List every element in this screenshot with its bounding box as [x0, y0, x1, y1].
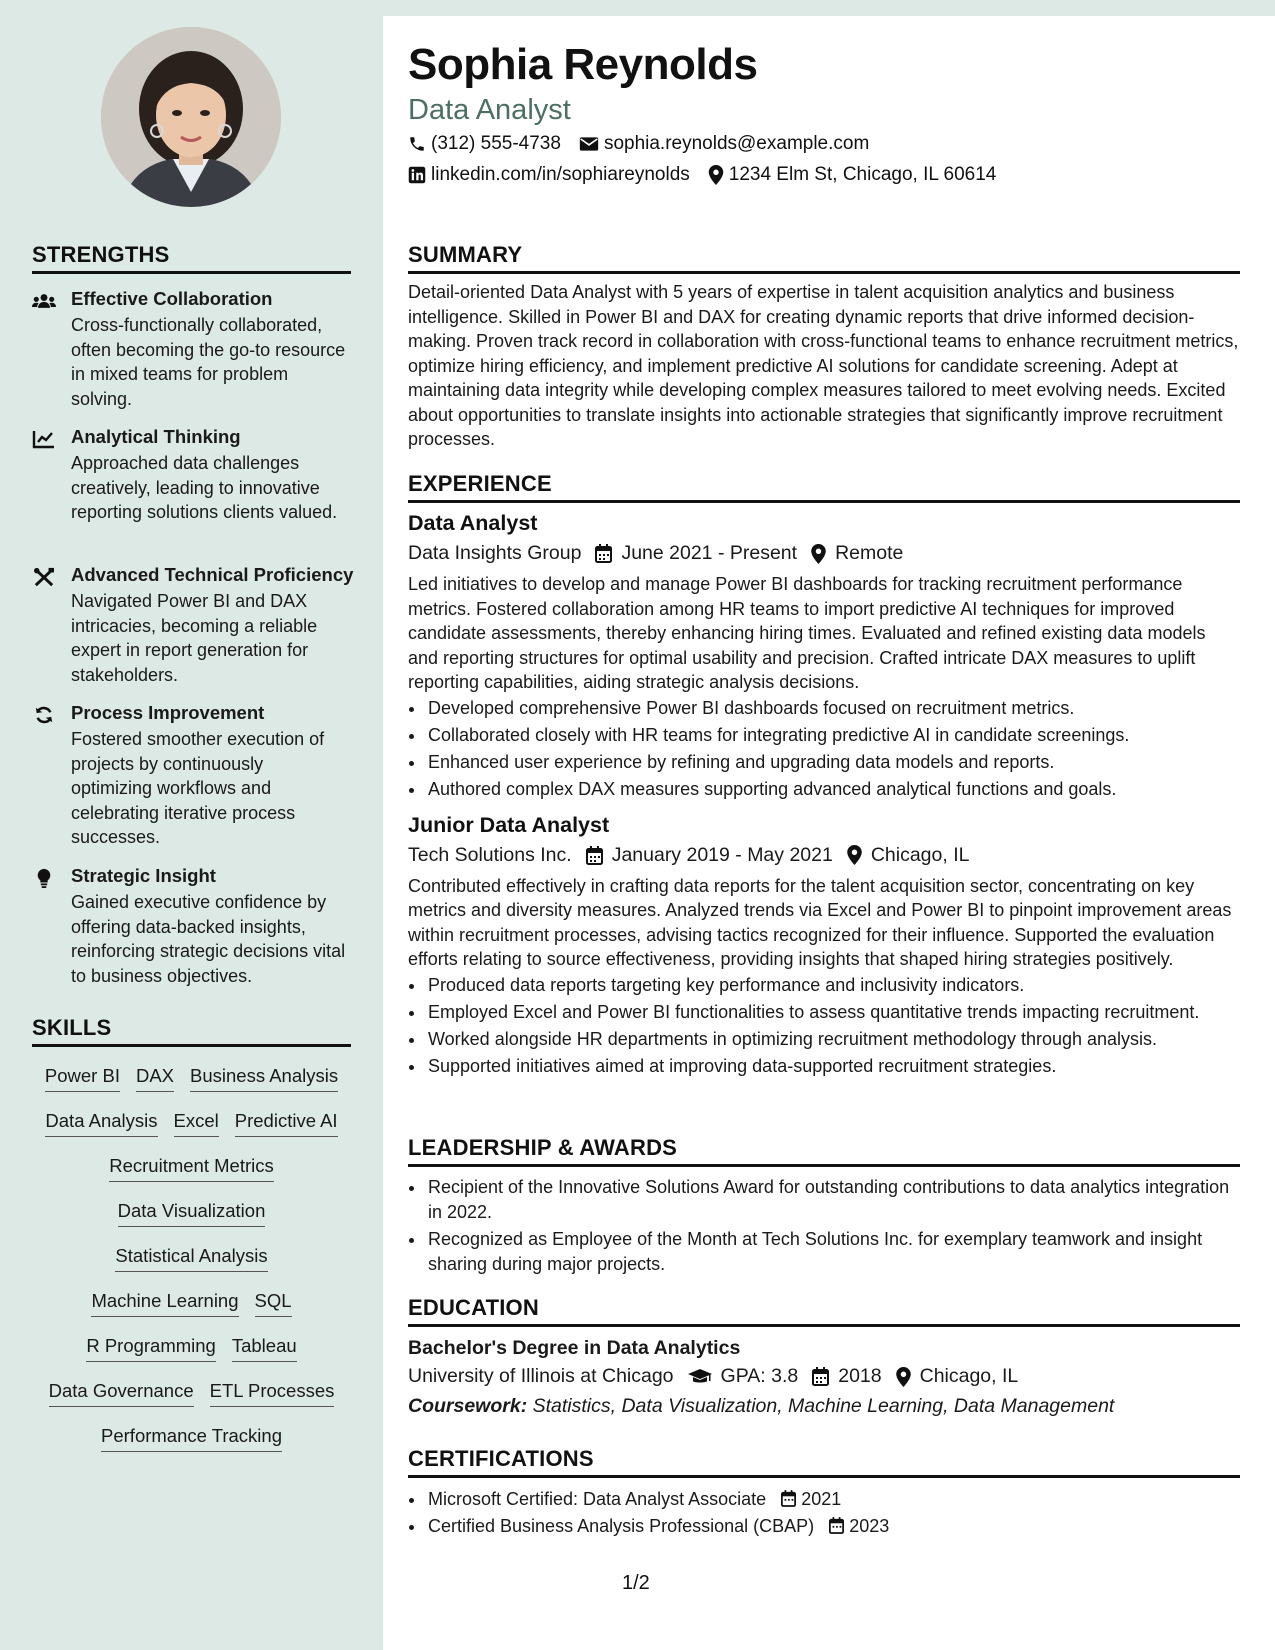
map-marker-icon [708, 165, 724, 185]
tools-icon [32, 567, 56, 587]
skill-tag: Tableau [232, 1335, 297, 1362]
school-location: Chicago, IL [919, 1365, 1019, 1387]
gpa-text: GPA: 3.8 [720, 1365, 799, 1387]
job-meta [408, 844, 1240, 867]
summary-heading: SUMMARY [408, 242, 1240, 274]
skill-row [32, 1110, 351, 1155]
skill-tag: SQL [255, 1290, 292, 1317]
job-dates-item [586, 844, 833, 867]
skill-tag: R Programming [86, 1335, 216, 1362]
summary-section [408, 242, 1240, 452]
address-item [708, 164, 997, 186]
job-bullet: • Enhanced user experience by refining and upgrading data models and reports. [426, 749, 1240, 776]
job-meta [408, 542, 1240, 565]
strength-desc: Fostered smoother execution of projects by continuously optimizing workflows and celebrating iterative process successes. [71, 729, 325, 847]
job-bullet: • Supported initiatives aimed at improving data-supported recruitment strategies. [426, 1053, 1240, 1080]
calendar-icon [829, 1517, 844, 1534]
top-band [0, 0, 1275, 16]
skill-tag: Predictive AI [235, 1110, 338, 1137]
address-text: 1234 Elm St, Chicago, IL 60614 [728, 164, 997, 185]
awards-list [408, 1175, 1240, 1276]
profile-photo [101, 27, 281, 207]
calendar-icon [595, 544, 612, 563]
gpa-item [688, 1365, 799, 1388]
grad-year-item [812, 1365, 881, 1388]
contact-row-2 [408, 164, 1014, 186]
candidate-name: Sophia Reynolds [408, 40, 758, 89]
certification-name: Certified Business Analysis Professional (CBAP) [428, 1516, 815, 1536]
job-bullet: • Produced data reports targeting key performance and inclusivity indicators. [426, 972, 1240, 999]
job-location: Chicago, IL [870, 843, 970, 866]
job-role: Junior Data Analyst [408, 812, 610, 837]
degree-title: Bachelor's Degree in Data Analytics [408, 1337, 741, 1359]
job-entry [408, 511, 1240, 803]
certification-item [426, 1513, 1240, 1540]
envelope-icon [579, 136, 599, 152]
school-location-item [896, 1365, 1019, 1388]
calendar-icon [812, 1367, 829, 1386]
skill-row [32, 1290, 351, 1335]
map-marker-icon [896, 1367, 911, 1387]
skill-row [32, 1425, 351, 1470]
coursework-label: Coursework: [408, 1395, 528, 1417]
experience-heading: EXPERIENCE [408, 471, 1240, 503]
calendar-icon [586, 846, 603, 865]
certifications-section [408, 1446, 1240, 1540]
sync-icon [32, 705, 56, 725]
skill-row [32, 1065, 351, 1110]
page-number: 1/2 [622, 1572, 650, 1594]
skill-tag: Data Governance [49, 1380, 194, 1407]
job-description: Led initiatives to develop and manage Power BI dashboards for tracking recruitment performance metrics. Fostered collaboration among HR teams to import predictive AI techniques for improved candidate assessments, thereby enhancing hiring times. Evaluated and refined existing data models and reporting structures for optimal usability and precision. Crafted intricate DAX measures to uplift reporting capabilities, aiding strategic analysis decisions. [408, 574, 1206, 692]
skill-tag: Power BI [45, 1065, 120, 1092]
job-company: Tech Solutions Inc. [408, 843, 572, 866]
leadership-section [408, 1135, 1240, 1276]
strength-title: Analytical Thinking [71, 426, 241, 447]
lightbulb-icon [32, 868, 56, 888]
email-item[interactable] [579, 133, 869, 155]
skills-list [32, 1065, 351, 1470]
skill-tag: Performance Tracking [101, 1425, 282, 1452]
strength-title: Advanced Technical Proficiency [71, 564, 354, 585]
strengths-section [32, 242, 351, 274]
strength-desc: Navigated Power BI and DAX intricacies, becoming a reliable expert in report generation for stakeholders. [71, 591, 318, 685]
job-company: Data Insights Group [408, 542, 582, 564]
skill-tag: Business Analysis [190, 1065, 338, 1092]
linkedin-text[interactable]: linkedin.com/in/sophiareynolds [431, 164, 690, 185]
certification-year: 2023 [849, 1516, 890, 1536]
skill-tag: DAX [136, 1065, 174, 1092]
job-dates: January 2019 - May 2021 [611, 843, 833, 866]
job-location: Remote [835, 542, 904, 564]
skill-row [32, 1155, 351, 1200]
education-meta [408, 1365, 1240, 1388]
phone-item [408, 133, 561, 155]
job-bullet: • Authored complex DAX measures supporting advanced analytical functions and goals. [426, 776, 1240, 803]
grad-year: 2018 [838, 1365, 882, 1387]
job-dates: June 2021 - Present [621, 542, 798, 564]
school-name: University of Illinois at Chicago [408, 1365, 674, 1387]
skills-heading: SKILLS [32, 1015, 351, 1047]
chart-line-icon [32, 429, 56, 449]
candidate-title: Data Analyst [408, 94, 571, 126]
skills-section [32, 1015, 351, 1047]
map-marker-icon [847, 845, 862, 865]
job-bullets [408, 695, 1240, 803]
job-dates-item [595, 542, 797, 565]
job-location-item [811, 542, 903, 565]
contact-row-1 [408, 133, 887, 155]
education-section [408, 1295, 1240, 1418]
skill-tag: Data Visualization [118, 1200, 266, 1227]
strength-desc: Cross-functionally collaborated, often becoming the go-to resource in mixed teams for problem solving. [71, 315, 346, 409]
skill-tag: ETL Processes [210, 1380, 335, 1407]
skill-row [32, 1380, 351, 1425]
skill-row [32, 1200, 351, 1245]
job-role: Data Analyst [408, 511, 538, 535]
award-item: • Recipient of the Innovative Solutions Award for outstanding contributions to data analytics integration in 2022. [426, 1175, 1240, 1224]
strengths-heading: STRENGTHS [32, 242, 351, 274]
linkedin-icon [408, 166, 426, 184]
certification-name: Microsoft Certified: Data Analyst Associate [428, 1489, 767, 1509]
job-bullet: • Employed Excel and Power BI functionalities to assess quantitative trends impacting recruitment. [426, 999, 1240, 1026]
job-bullet: • Worked alongside HR departments in optimizing recruitment methodology through analysis. [426, 1026, 1240, 1053]
experience-section [408, 471, 1240, 1080]
coursework-line [408, 1395, 1240, 1418]
job-location-item [847, 844, 970, 867]
graduation-cap-icon [688, 1368, 712, 1386]
strength-desc: Approached data challenges creatively, leading to innovative reporting solutions clients valued. [71, 453, 338, 522]
phone-icon [408, 135, 426, 153]
certification-year: 2021 [801, 1489, 842, 1509]
coursework-text: Statistics, Data Visualization, Machine Learning, Data Management [532, 1395, 1115, 1417]
job-bullets [408, 972, 1240, 1080]
certifications-list [408, 1486, 1240, 1540]
skill-tag: Excel [174, 1110, 219, 1137]
skill-row [32, 1245, 351, 1290]
strength-title: Effective Collaboration [71, 288, 273, 309]
award-item: • Recognized as Employee of the Month at Tech Solutions Inc. for exemplary teamwork and insight sharing during major projects. [426, 1227, 1240, 1276]
skill-tag: Statistical Analysis [115, 1245, 267, 1272]
phone-text: (312) 555-4738 [431, 133, 561, 154]
calendar-icon [781, 1490, 796, 1507]
email-text[interactable]: sophia.reynolds@example.com [603, 133, 870, 154]
summary-text: Detail-oriented Data Analyst with 5 years of expertise in talent acquisition analytics and business intelligence. Skilled in Power BI and DAX for creating dynamic reports that drive informed decision-making. Proven track record in collaboration with cross-functional teams to enhance recruitment metrics, optimize hiring efficiency, and implement predictive AI solutions for candidate screening. Adept at maintaining data integrity while developing complex measures tailored to meet evolving needs. Excited about opportunities to translate insights into actionable strategies that significantly improve recruitment processes. [408, 282, 1239, 449]
strength-desc: Gained executive confidence by offering data-backed insights, reinforcing strategic decisions vital to business objectives. [71, 892, 346, 986]
certification-item [426, 1486, 1240, 1513]
skill-row [32, 1335, 351, 1380]
education-heading: EDUCATION [408, 1295, 1240, 1327]
map-marker-icon [811, 544, 826, 564]
job-bullet: • Collaborated closely with HR teams for integrating predictive AI in candidate screenings. [426, 722, 1240, 749]
users-icon [32, 291, 56, 311]
skill-tag: Machine Learning [91, 1290, 238, 1317]
skill-tag: Recruitment Metrics [109, 1155, 273, 1182]
linkedin-item[interactable] [408, 164, 690, 186]
job-bullet: • Developed comprehensive Power BI dashboards focused on recruitment metrics. [426, 695, 1240, 722]
strength-title: Strategic Insight [71, 865, 216, 886]
leadership-heading: LEADERSHIP & AWARDS [408, 1135, 1240, 1167]
job-entry [408, 813, 1240, 1080]
certifications-heading: CERTIFICATIONS [408, 1446, 1240, 1478]
strength-title: Process Improvement [71, 702, 265, 723]
skill-tag: Data Analysis [45, 1110, 157, 1137]
job-description: Contributed effectively in crafting data reports for the talent acquisition sector, concentrating on key metrics and diversity measures. Analyzed trends via Excel and Power BI to pinpoint improvement areas within recruitment processes, advising tactics recognized for their influence. Supported the evaluation efforts relating to source effectiveness, providing insights that shaped hiring strategies positively. [408, 875, 1232, 969]
